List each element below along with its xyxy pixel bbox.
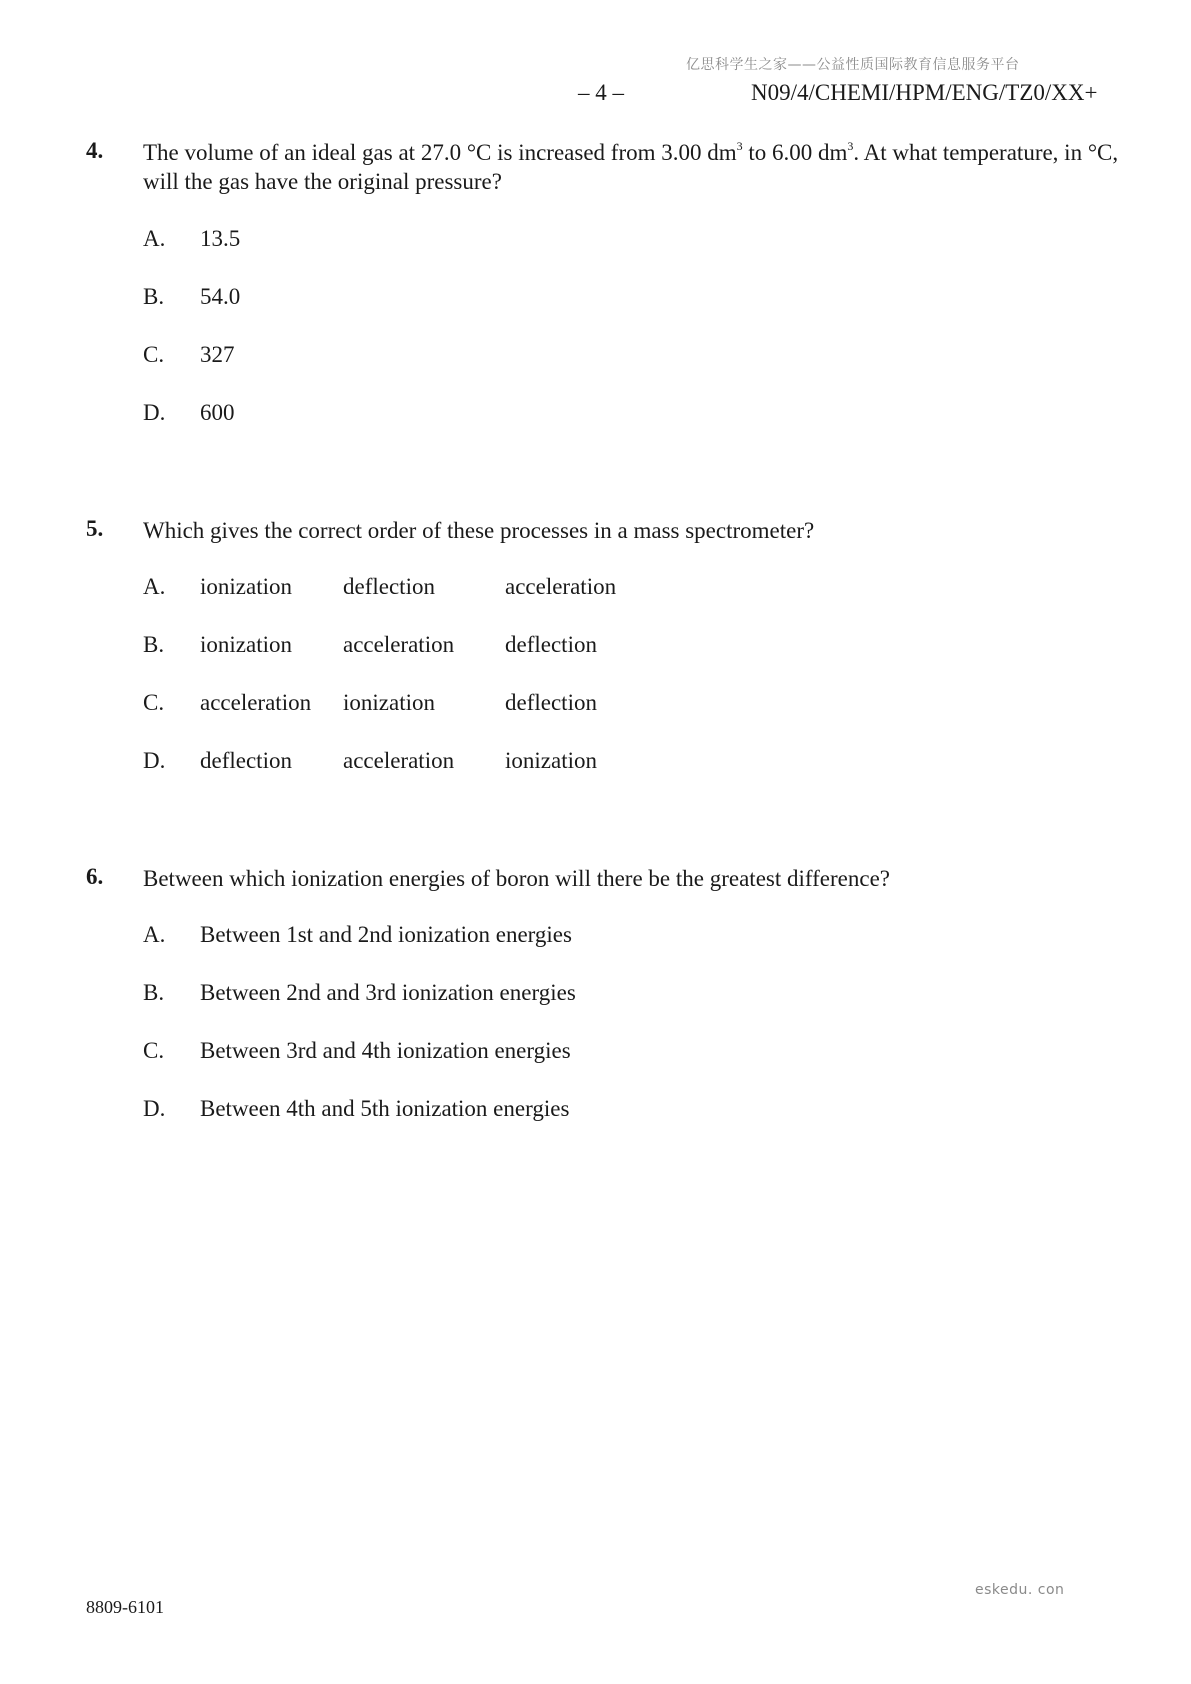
watermark-text: 亿思科学生之家——公益性质国际教育信息服务平台 [686, 57, 1020, 73]
question-number: 6. [86, 864, 104, 889]
option-step-2: acceleration [343, 632, 455, 657]
option-letter: D. [143, 748, 166, 773]
option-letter: D. [143, 400, 166, 425]
option-letter: A. [143, 574, 166, 599]
option-step-1: acceleration [200, 690, 312, 715]
footer-code: 8809-6101 [86, 1597, 164, 1617]
superscript: 3 [847, 139, 854, 153]
option-letter: A. [143, 922, 166, 947]
question-text: Between which ionization energies of boron will there be the greatest difference? [143, 866, 890, 891]
option-step-3: deflection [505, 632, 597, 657]
option-text: Between 4th and 5th ionization energies [200, 1096, 570, 1121]
option-step-2: acceleration [343, 748, 455, 773]
option-step-3: acceleration [505, 574, 617, 599]
superscript: 3 [736, 139, 743, 153]
option-text: Between 2nd and 3rd ionization energies [200, 980, 576, 1005]
option-step-1: ionization [200, 632, 292, 657]
question-text-part: The volume of an ideal gas at 27.0 °C is increased from 3.00 dm [143, 140, 737, 165]
option-text: Between 3rd and 4th ionization energies [200, 1038, 571, 1063]
option-step-2: deflection [343, 574, 435, 599]
footer-site: eskedu. con [975, 1582, 1065, 1598]
option-letter: C. [143, 690, 165, 715]
option-step-3: ionization [505, 748, 597, 773]
page-number: – 4 – [578, 80, 624, 105]
option-text: 13.5 [200, 226, 241, 251]
option-text: 327 [200, 342, 235, 367]
question-text: Which gives the correct order of these processes in a mass spectrometer? [143, 518, 815, 543]
option-text: 600 [200, 400, 235, 425]
option-letter: B. [143, 284, 165, 309]
question-number: 4. [86, 138, 104, 163]
option-step-1: deflection [200, 748, 292, 773]
option-step-1: ionization [200, 574, 292, 599]
option-letter: D. [143, 1096, 166, 1121]
paper-code: N09/4/CHEMI/HPM/ENG/TZ0/XX+ [751, 80, 1098, 105]
option-letter: B. [143, 632, 165, 657]
question-text-part: to 6.00 dm [742, 140, 848, 165]
option-text: Between 1st and 2nd ionization energies [200, 922, 572, 947]
option-letter: C. [143, 1038, 165, 1063]
question-number: 5. [86, 516, 104, 541]
question-text [143, 138, 1143, 196]
option-letter: C. [143, 342, 165, 367]
option-step-2: ionization [343, 690, 435, 715]
option-step-3: deflection [505, 690, 597, 715]
option-letter: B. [143, 980, 165, 1005]
question-text-part: . At what temperature, in °C, will the gas have the original pressure? [143, 140, 1119, 194]
option-text: 54.0 [200, 284, 241, 309]
option-letter: A. [143, 226, 166, 251]
